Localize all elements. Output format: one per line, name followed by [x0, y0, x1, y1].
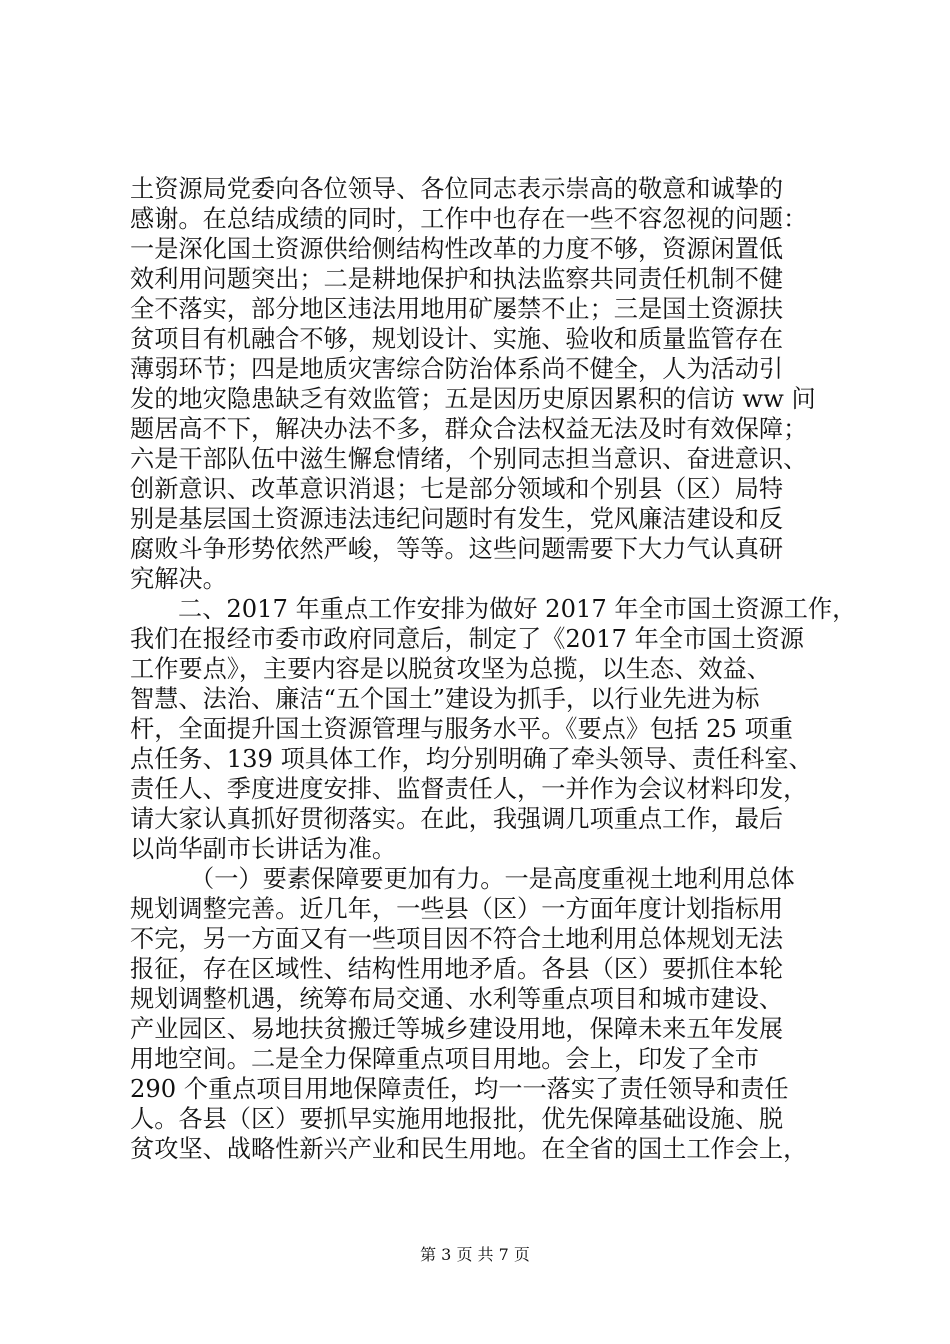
- text-line: 报征，存在区域性、结构性用地矛盾。各县（区）要抓住本轮: [130, 955, 784, 983]
- text-line: 发的地灾隐患缺乏有效监管；五是因历史原因累积的信访 ww 问: [130, 385, 816, 413]
- text-line: 别是基层国土资源违法违纪问题时有发生，党风廉洁建设和反: [130, 505, 784, 533]
- text-line: 290 个重点项目用地保障责任，均一一落实了责任领导和责任: [130, 1075, 789, 1103]
- text-line: 究解决。: [130, 565, 227, 593]
- text-line: 题居高不下，解决办法不多，群众合法权益无法及时有效保障；: [130, 415, 808, 443]
- text-line: 创新意识、改革意识消退；七是部分领域和个别县（区）局特: [130, 475, 784, 503]
- text-line: 杆，全面提升国土资源管理与服务水平。《要点》包括 25 项重: [130, 715, 793, 743]
- text-line: 贫攻坚、战略性新兴产业和民生用地。在全省的国土工作会上，: [130, 1135, 808, 1163]
- text-line: 不完，另一方面又有一些项目因不符合土地利用总体规划无法: [130, 925, 784, 953]
- body-text: [130, 174, 857, 1164]
- text-line: 用地空间。二是全力保障重点项目用地。会上，印发了全市: [130, 1045, 759, 1073]
- text-line: 我们在报经市委市政府同意后，制定了《2017 年全市国土资源: [130, 625, 804, 653]
- text-line: 六是干部队伍中滋生懈怠情绪，个别同志担当意识、奋进意识、: [130, 445, 808, 473]
- text-line: 一是深化国土资源供给侧结构性改革的力度不够，资源闲置低: [130, 235, 784, 263]
- text-line: 人。各县（区）要抓早实施用地报批，优先保障基础设施、脱: [130, 1105, 784, 1133]
- text-line: 工作要点》，主要内容是以脱贫攻坚为总揽，以生态、效益、: [130, 655, 771, 683]
- text-line: 感谢。在总结成绩的同时，工作中也存在一些不容忽视的问题：: [130, 205, 808, 233]
- text-line: 责任人、季度进度安排、监督责任人，一并作为会议材料印发，: [130, 775, 808, 803]
- text-line: 薄弱环节；四是地质灾害综合防治体系尚不健全，人为活动引: [130, 355, 784, 383]
- text-line: 产业园区、易地扶贫搬迁等城乡建设用地，保障未来五年发展: [130, 1015, 784, 1043]
- text-line: 腐败斗争形势依然严峻，等等。这些问题需要下大力气认真研: [130, 535, 784, 563]
- page-footer: 第 3 页 共 7 页: [420, 1245, 530, 1264]
- section-heading-line: 二、2017 年重点工作安排为做好 2017 年全市国土资源工作，: [178, 595, 857, 623]
- text-line: 贫项目有机融合不够，规划设计、实施、验收和质量监管存在: [130, 325, 784, 353]
- text-line: 效利用问题突出；二是耕地保护和执法监察共同责任机制不健: [130, 265, 784, 293]
- text-line: 土资源局党委向各位领导、各位同志表示崇高的敬意和诚挚的: [130, 175, 784, 203]
- text-line: 以尚华副市长讲话为准。: [130, 835, 397, 863]
- subsection-heading-line: （一）要素保障要更加有力。一是高度重视土地利用总体: [190, 865, 795, 893]
- text-line: 智慧、法治、廉洁“五个国土”建设为抓手，以行业先进为标: [130, 685, 760, 713]
- text-line: 请大家认真抓好贯彻落实。在此，我强调几项重点工作，最后: [130, 805, 784, 833]
- text-line: 规划调整机遇，统筹布局交通、水利等重点项目和城市建设、: [130, 985, 784, 1013]
- text-line: 点任务、139 项具体工作，均分别明确了牵头领导、责任科室、: [130, 745, 813, 773]
- text-line: 规划调整完善。近几年，一些县（区）一方面年度计划指标用: [130, 895, 784, 923]
- text-line: 全不落实，部分地区违法用地用矿屡禁不止；三是国土资源扶: [130, 295, 784, 323]
